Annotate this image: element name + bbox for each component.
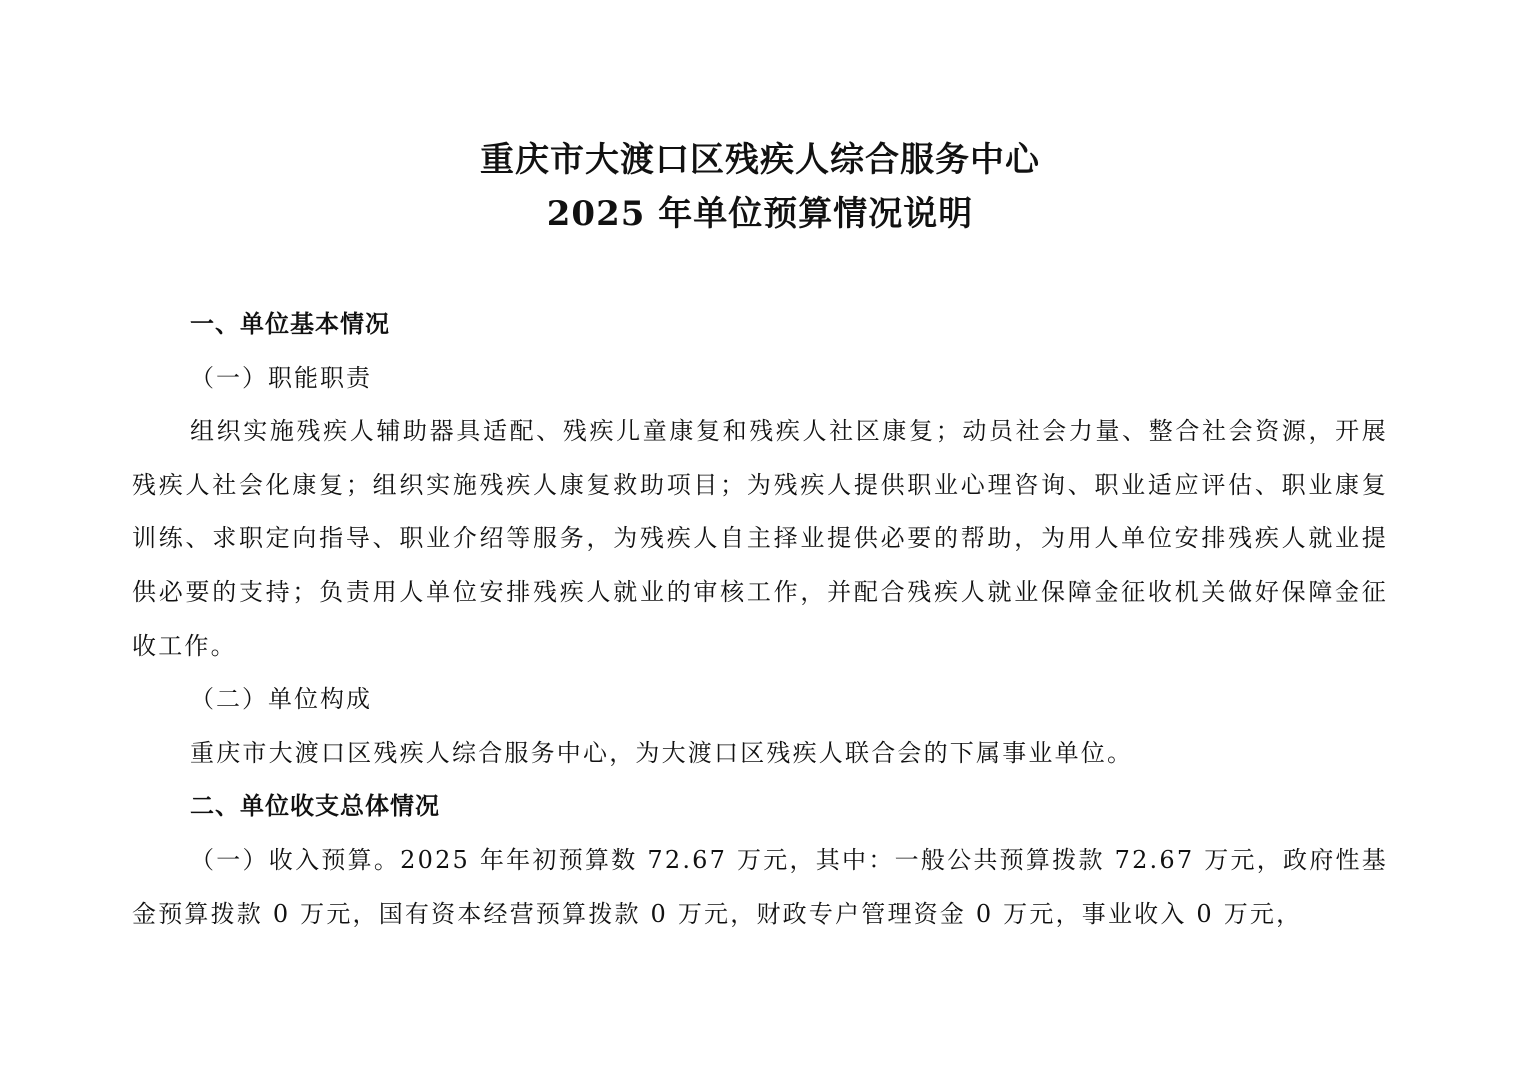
subsection-heading-composition: （二）单位构成 <box>190 685 372 714</box>
paragraph-duties: 组织实施残疾人辅助器具适配、残疾儿童康复和残疾人社区康复；动员社会力量、整合社会资源，开展残疾人社会化康复；组织实施残疾人康复救助项目；为残疾人提供职业心理咨询、职业适应评估、职业康复训练、求职定向指导、职业介绍等服务，为残疾人自主择业提供必要的帮助，为用人单位安排残疾人就业提供必要的支持；负责用人单位安排残疾人就业的审核工作，并配合残疾人就业保障金征收机关做好保障金征收工作。 <box>132 417 1388 660</box>
document-title-line2: 2025 年单位预算情况说明 <box>546 194 974 234</box>
subsection-heading-duties: （一）职能职责 <box>190 363 372 392</box>
document-body <box>132 298 1388 941</box>
section-heading-basic-info: 一、单位基本情况 <box>190 310 390 338</box>
paragraph-income-budget: （一）收入预算。2025 年年初预算数 72.67 万元，其中：一般公共预算拨款 72.67 万元，政府性基金预算拨款 0 万元，国有资本经营预算拨款 0 万元，财政专户管理资金 0 万元，事业收入 0 万元， <box>132 845 1388 928</box>
section-heading-budget-overview: 二、单位收支总体情况 <box>190 792 440 821</box>
paragraph-composition: 重庆市大渡口区残疾人综合服务中心，为大渡口区残疾人联合会的下属事业单位。 <box>190 738 1134 767</box>
document-title-line1: 重庆市大渡口区残疾人综合服务中心 <box>480 140 1040 180</box>
